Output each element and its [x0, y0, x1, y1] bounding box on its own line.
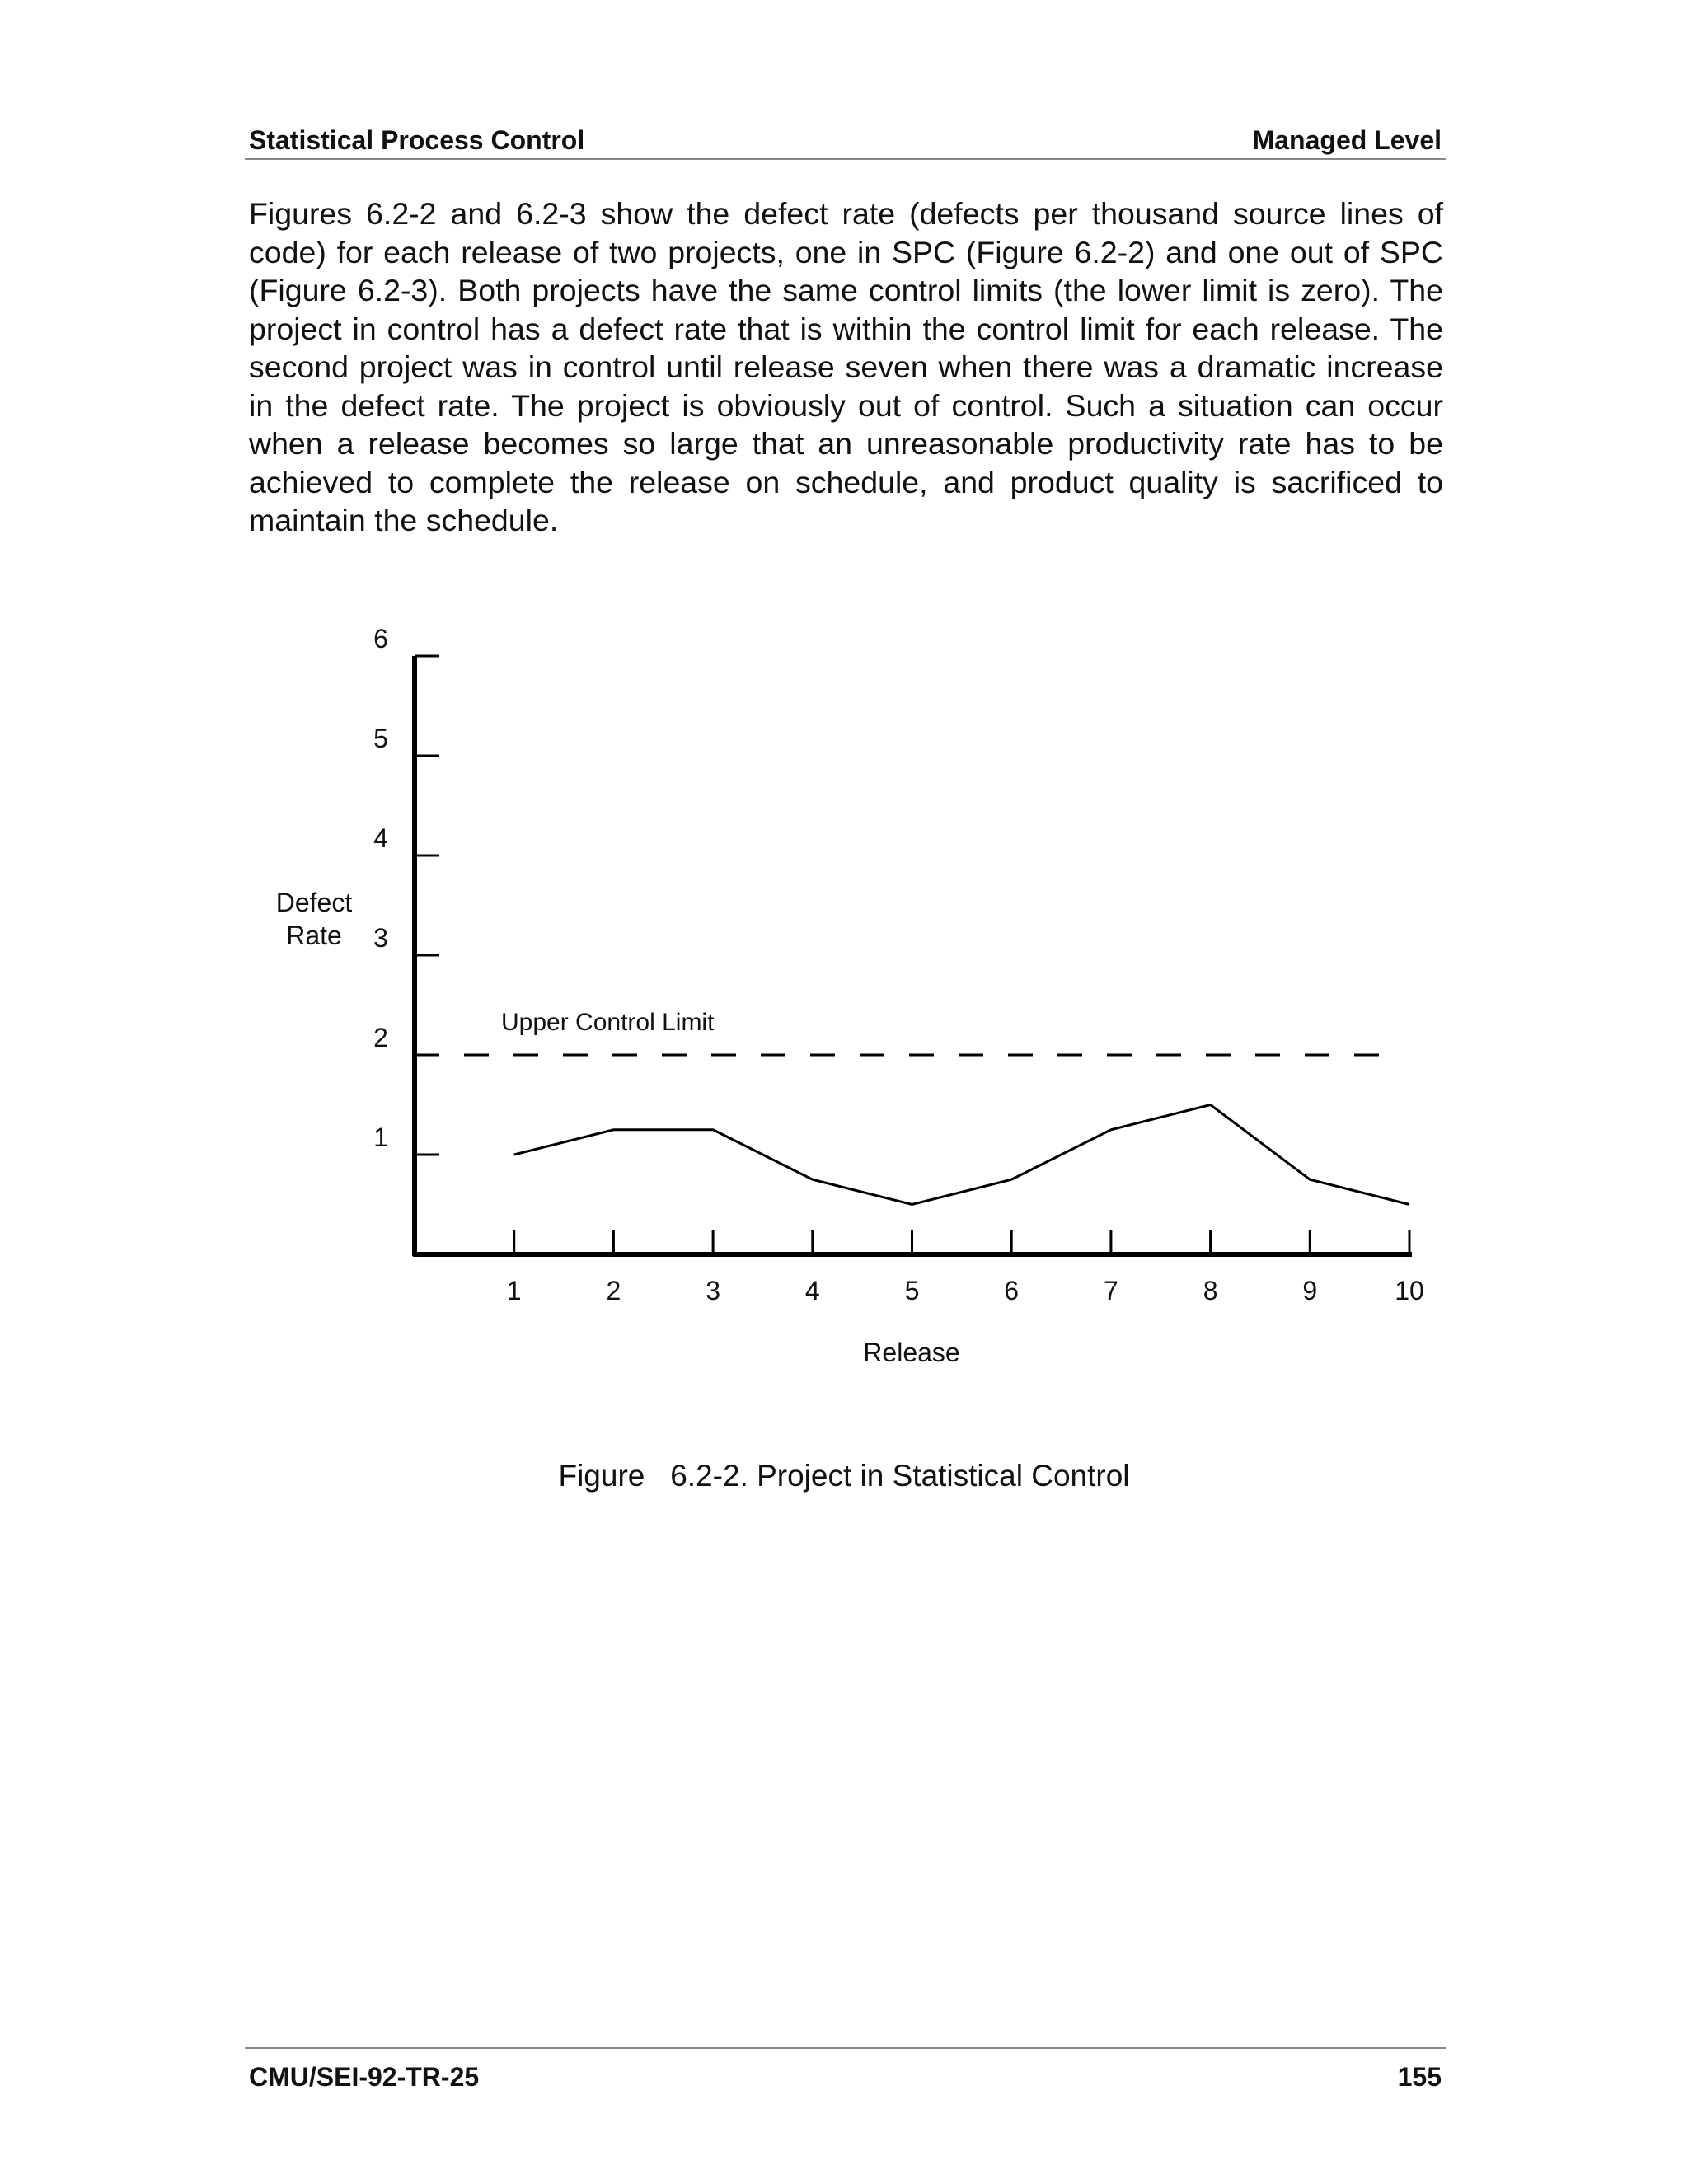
x-axis-ticks: [507, 1230, 1424, 1305]
y-tick-label: 6: [373, 624, 388, 654]
upper-control-limit-label: Upper Control Limit: [501, 1009, 715, 1036]
y-tick-label: 4: [373, 823, 388, 853]
x-tick-label: 5: [904, 1276, 920, 1305]
page-footer: [245, 2047, 1446, 2098]
header-section-title: Statistical Process Control: [249, 125, 585, 155]
x-tick-label: 10: [1395, 1276, 1424, 1305]
y-axis-title-line: Rate: [286, 921, 342, 950]
x-tick-label: 6: [1004, 1276, 1020, 1305]
y-tick-label: 5: [373, 724, 388, 753]
x-tick-label: 1: [506, 1276, 522, 1305]
x-tick-label: 9: [1302, 1276, 1318, 1305]
x-tick-label: 4: [804, 1276, 820, 1305]
series-group: [514, 1104, 1410, 1204]
footer-page-number: 155: [1397, 2062, 1442, 2092]
chart-axes: [413, 656, 1412, 1256]
x-tick-label: 3: [706, 1276, 720, 1305]
y-tick-label: 1: [373, 1122, 388, 1152]
y-axis-ticks: [373, 624, 439, 1155]
y-tick-label: 3: [373, 923, 388, 953]
defect-rate-series-line: [514, 1105, 1409, 1205]
y-axis-title-line: Defect: [275, 888, 353, 917]
x-tick-label: 2: [606, 1276, 621, 1305]
body-paragraph: Figures 6.2-2 and 6.2-3 show the defect rate (defects per thousand source lines of code) for each release of two projects, one in SPC (Figure 6.2-2) and one out of SPC (Figure 6.2-3). Both projects have the same control limits (the lower limit is zero). The project in control has a defect rate that is within the control limit for each release. The second project was in control until release seven when there was a dramatic increase in the defect rate. The project is obviously out of control. Such a situation can occur when a release becomes so large that an unreasonable productivity rate has to be achieved to complete the release on schedule, and product quality is sacrificed to maintain the schedule.: [249, 196, 1443, 537]
x-tick-label: 7: [1104, 1276, 1118, 1305]
figure-caption: Figure 6.2-2. Project in Statistical Control: [558, 1459, 1130, 1493]
control-limit-group: [464, 1009, 1385, 1055]
header-level-title: Managed Level: [1252, 125, 1442, 155]
footer-report-id: CMU/SEI-92-TR-25: [249, 2062, 480, 2092]
x-axis-title: Release: [863, 1338, 960, 1367]
y-tick-label: 2: [373, 1023, 388, 1052]
x-tick-label: 8: [1203, 1276, 1218, 1305]
